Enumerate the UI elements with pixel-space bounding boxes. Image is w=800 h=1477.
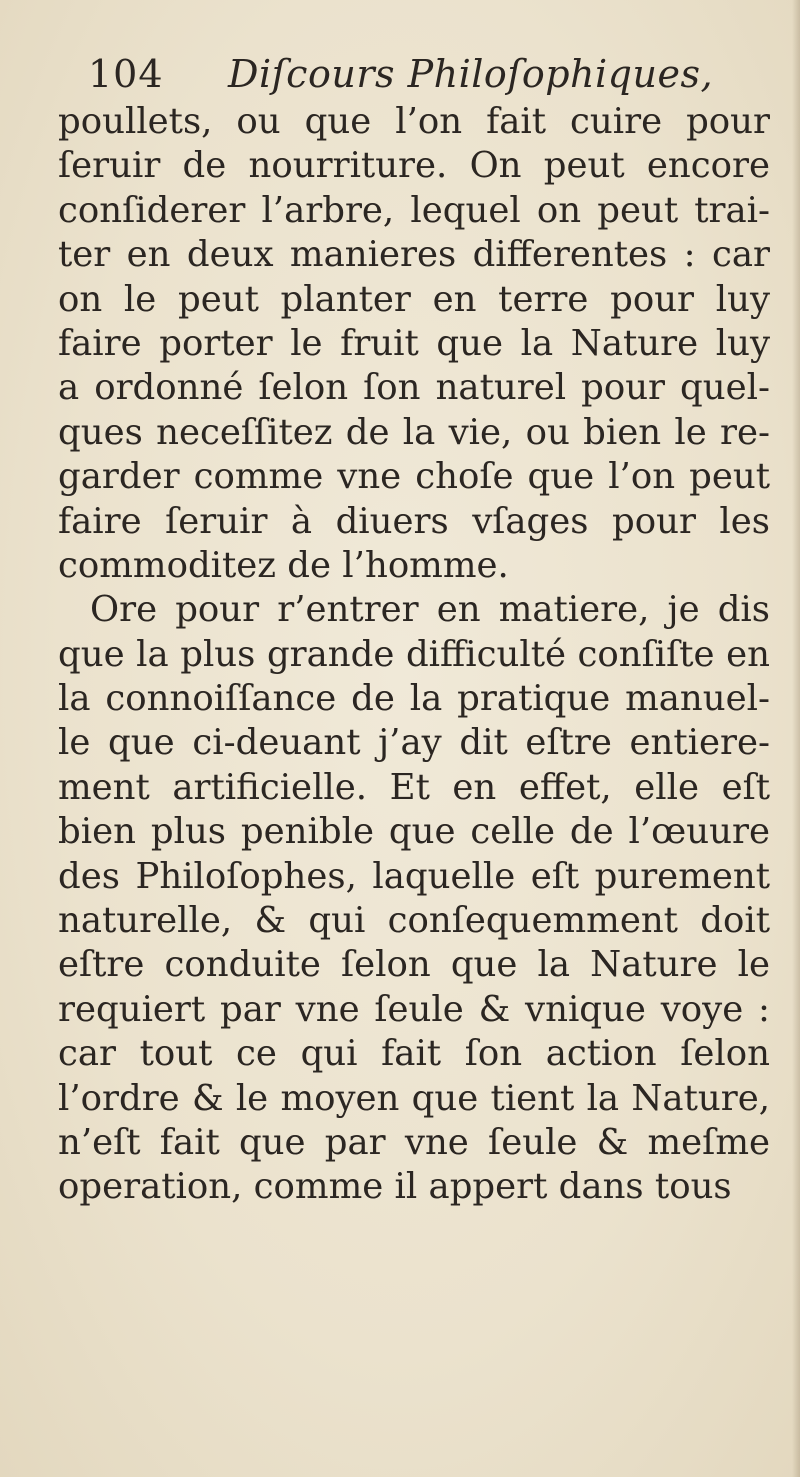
text-line: poullets, ou que l’on fait cuire pour <box>58 101 770 142</box>
page-edge-shadow <box>792 0 800 1477</box>
text-line: bien plus penible que celle de l’œuure <box>58 811 770 853</box>
text-line: Ore pour r’entrer en matiere, je dis <box>90 589 770 631</box>
text-line: que la plus grande difficulté conſiſte en <box>58 633 770 675</box>
text-line: ques neceſſitez de la vie, ou bien le re- <box>58 411 770 453</box>
body-text <box>58 100 770 1210</box>
text-line: ment artificielle. Et en effet, elle eſt <box>58 766 770 808</box>
page-number: 104 <box>88 52 164 96</box>
text-line: faire ſeruir à diuers vſages pour les <box>58 500 770 542</box>
text-line: n’eſt fait que par vne ſeule & meſme <box>58 1121 770 1163</box>
text-line: car tout ce qui fait ſon action ſelon <box>58 1033 770 1075</box>
text-line: l’ordre & le moyen que tient la Nature, <box>58 1077 770 1119</box>
text-line: eſtre conduite ſelon que la Nature le <box>58 944 770 986</box>
text-line: operation, comme il appert dans tous <box>58 1166 732 1208</box>
text-line: des Philoſophes, laquelle eſt purement <box>58 855 770 897</box>
text-line: a ordonné ſelon ſon naturel pour quel- <box>58 367 770 409</box>
text-line: on le peut planter en terre pour luy <box>58 278 770 320</box>
text-line: naturelle, & qui conſequemment doit <box>58 900 770 942</box>
text-line: ter en deux manieres differentes : car <box>58 234 770 276</box>
text-line: garder comme vne choſe que l’on peut <box>58 456 770 498</box>
text-line: conſiderer l’arbre, lequel on peut trai- <box>58 189 770 231</box>
text-line: la connoiſſance de la pratique manuel- <box>58 678 770 720</box>
text-line: faire porter le fruit que la Nature luy <box>58 322 770 364</box>
text-line: commoditez de l’homme. <box>58 544 509 586</box>
running-title: Diſcours Philoſophiques, <box>228 52 714 96</box>
text-line: le que ci-deuant j’ay dit eſtre entiere- <box>58 722 770 764</box>
text-line: ſeruir de nourriture. On peut encore <box>58 145 770 187</box>
text-line: requiert par vne ſeule & vnique voye : <box>58 988 770 1030</box>
